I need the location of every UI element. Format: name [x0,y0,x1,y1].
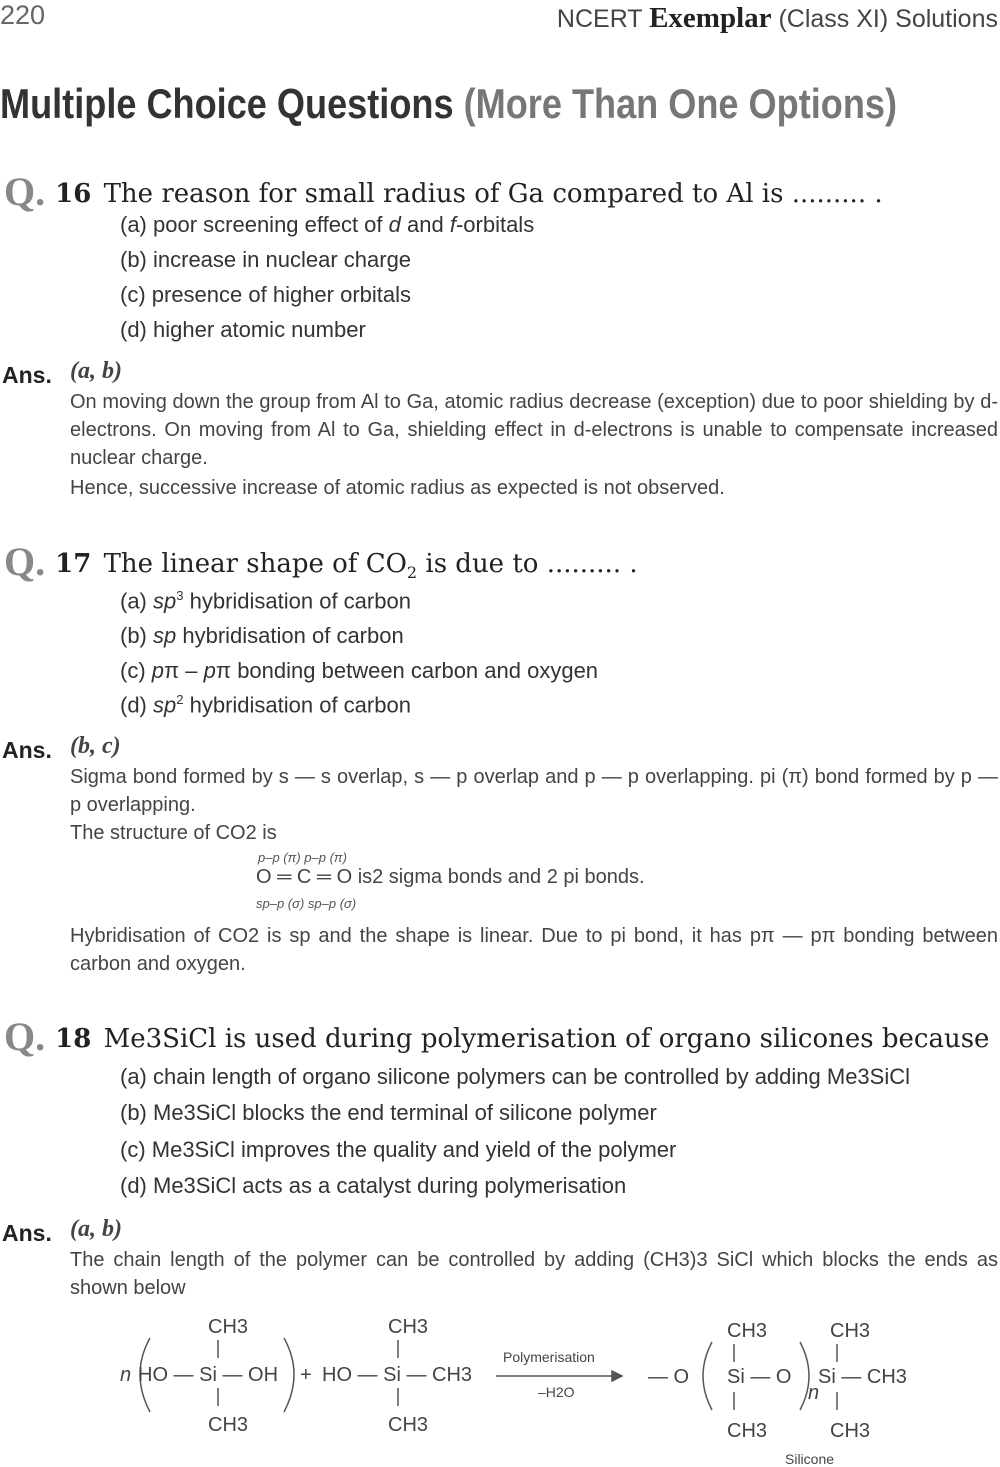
question-18 [4,1013,989,1060]
q-number: 17 [55,549,92,579]
q18-option-c: (c) Me3SiCl improves the quality and yield of the polymer [120,1137,677,1162]
sigma-bond-labels: sp–p (σ) sp–p (σ) [256,896,357,911]
q-marker: Q. [4,169,46,214]
q18-option-a: (a) chain length of organo silicone polymers can be controlled by adding Me3SiCl [120,1064,911,1089]
q17-option-d: (d) $sp^2$ hybridisation of carbon [120,692,411,718]
q-text: The reason for small radius of Ga compared to Al is ......... . [103,179,883,209]
product-mid: Si — O [727,1366,792,1388]
q18-ans-label: Ans. [2,1220,52,1246]
plus-sign: + [300,1364,312,1386]
arrow-label-bottom: –H2O [538,1384,575,1400]
q17-ans-value: (b, c) [70,733,121,759]
co2-note: is2 sigma bonds and 2 pi bonds. [357,866,645,888]
header-suffix: (Class XI) Solutions [778,5,998,33]
arrow-label-top: Polymerisation [503,1349,595,1365]
q18-ans-value: (a, b) [70,1216,122,1242]
question-17 [4,538,638,585]
q16-option-d: (d) higher atomic number [120,317,366,342]
q16-option-c: (c) presence of higher orbitals [120,282,412,307]
p1-ch3-top: CH3 [727,1320,768,1342]
q17-option-c: (c) pπ – pπ bonding between carbon and oxygen [120,658,599,683]
n-coefficient: n [120,1364,132,1386]
q18-explanation: The chain length of the polymer can be controlled by adding (CH3)3 SiCl which blocks the ends as shown below [70,1249,998,1299]
reactant-2: HO — Si — CH3 [322,1364,473,1386]
q17-option-a: (a) $sp^3$ hybridisation of carbon [120,588,411,614]
q16-explanation-2: Hence, successive increase of atomic radius as expected is not observed. [70,477,725,499]
co2-formula: O ═ C ═ O [256,866,353,888]
q-text-pre: The linear shape of CO [103,549,407,579]
q-marker: Q. [4,539,46,584]
q-number: 16 [55,179,92,209]
q17-ans-label: Ans. [2,737,52,763]
q-marker: Q. [4,1014,46,1059]
r2-ch3-bottom: CH3 [388,1414,429,1436]
q17-explanation: Sigma bond formed by s — s overlap, s — p overlap and p — p overlapping. pi (π) bond formed by p — p overlapping. [70,766,998,816]
r1-ch3-top: CH3 [208,1316,249,1338]
p1-ch3-bottom: CH3 [727,1420,768,1442]
r1-n [120,1364,131,1387]
section-title-sub: (More Than One Options) [463,80,898,127]
q16-explanation: On moving down the group from Al to Ga, atomic radius decrease (exception) due to poor shielding by d-electrons. On moving from Al to Ga, shielding effect in d-electrons is unable to compensate increased nuclear charge. [70,391,998,469]
q16-option-b: (b) increase in nuclear charge [120,247,412,272]
section-title [0,80,897,128]
q17-option-b: (b) sp hybridisation of carbon [120,623,404,648]
section-title-main: Multiple Choice Questions [0,80,454,127]
p2-ch3-bottom: CH3 [830,1420,871,1442]
reactant-1: HO — Si — OH [138,1364,279,1386]
pi-bond-labels: p–p (π) p–p (π) [258,850,347,865]
q17-explanation-2: Hybridisation of CO2 is sp and the shape is linear. Due to pi bond, it has pπ — pπ bonding between carbon and oxygen. [70,925,998,975]
q16-ans-label: Ans. [2,362,52,388]
q18-option-b: (b) Me3SiCl blocks the end terminal of silicone polymer [120,1100,657,1125]
n-subscript: n [808,1382,820,1404]
header-bold: Exemplar [649,2,772,34]
q-text: Me3SiCl is used during polymerisation of organo silicones because [103,1024,990,1054]
product-right: Si — CH3 [818,1366,907,1388]
product-left: — O [648,1366,690,1388]
q17-structure-line: The structure of CO2 is [70,822,277,844]
question-16 [4,168,883,215]
r1-ch3-bottom: CH3 [208,1414,249,1436]
p2-ch3-top: CH3 [830,1320,871,1342]
q16-option-a: (a) poor screening effect of d and f-orbitals [120,212,535,237]
q16-ans-value: (a, b) [70,358,122,384]
q18-option-d: (d) Me3SiCl acts as a catalyst during polymerisation [120,1173,627,1198]
q-number: 18 [55,1024,92,1054]
silicone-label: Silicone [785,1451,835,1467]
running-header [557,2,998,35]
r2-ch3-top: CH3 [388,1316,429,1338]
q-text-sub: 2 [406,563,418,583]
header-prefix: NCERT [556,5,643,33]
q-text-post: is due to ......... . [417,549,638,579]
co2-structure [256,866,645,889]
page-number: 220 [0,0,46,30]
